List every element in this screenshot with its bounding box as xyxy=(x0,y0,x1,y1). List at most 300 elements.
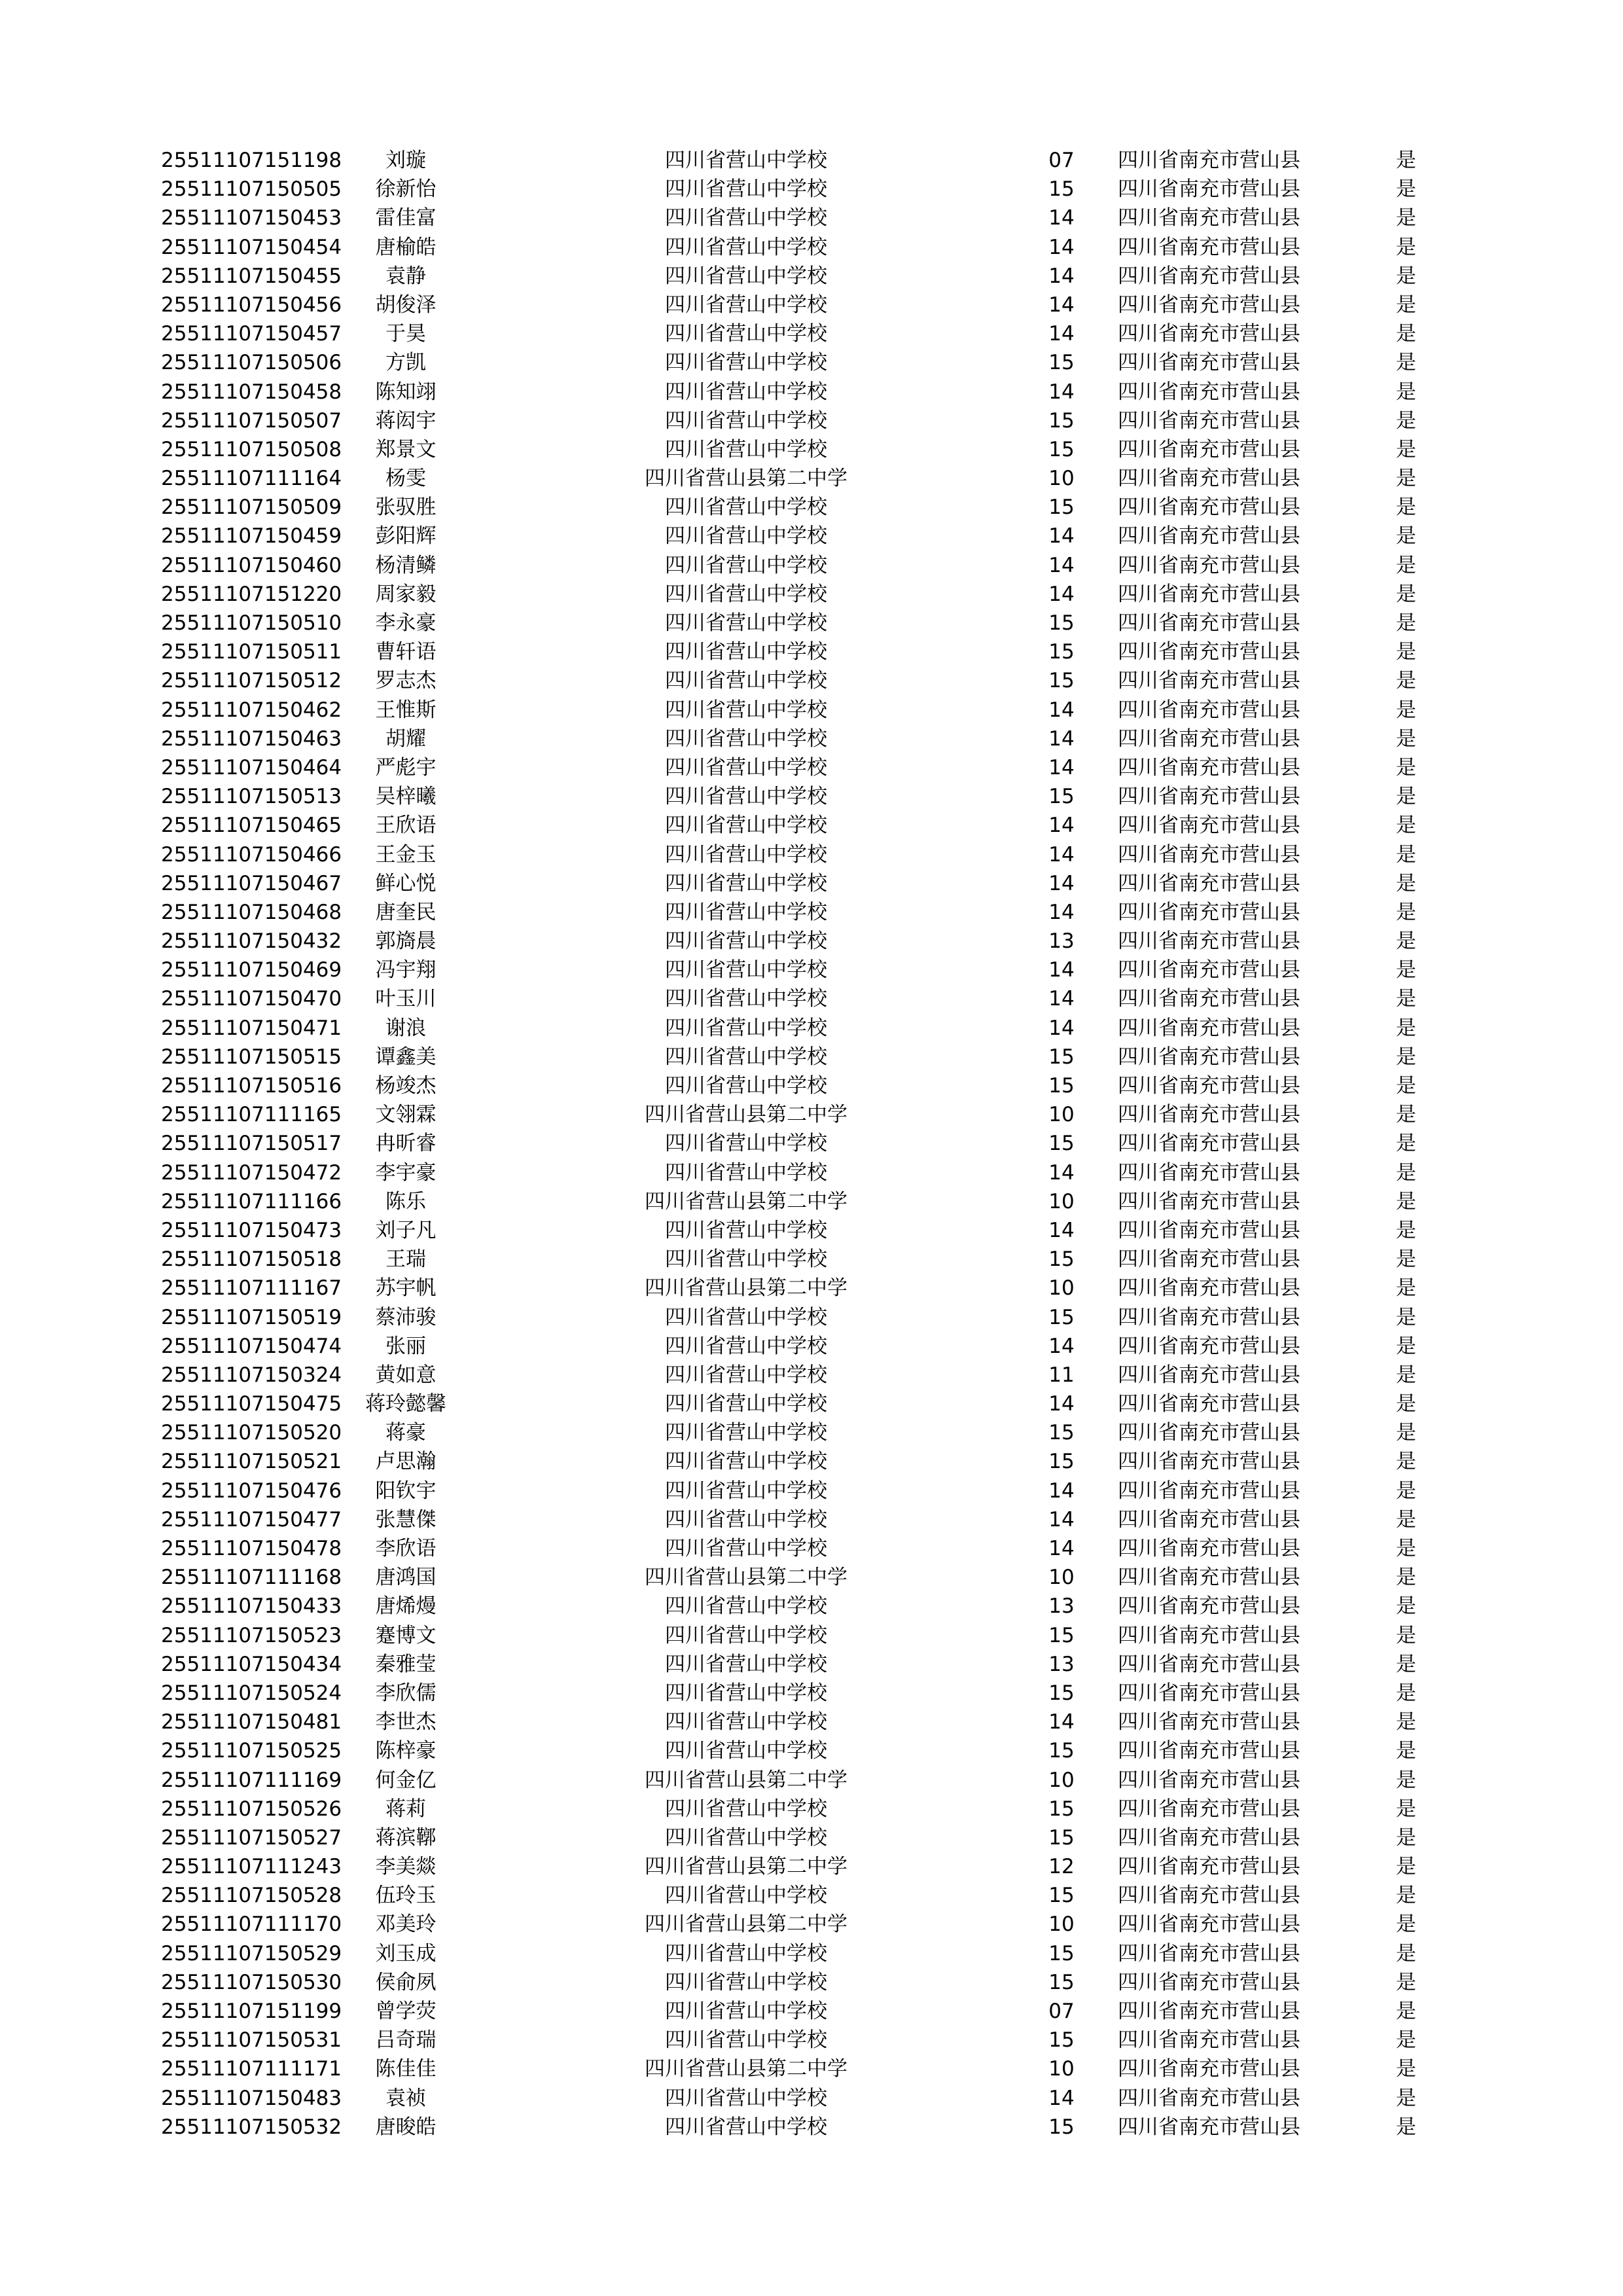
school-name-cell: 四川省营山中学校 xyxy=(665,524,827,548)
status-flag-cell: 是 xyxy=(1396,1218,1416,1242)
region-cell: 四川省南充市营山县 xyxy=(1118,640,1300,664)
status-flag-cell: 是 xyxy=(1396,322,1416,346)
code-cell: 15 xyxy=(1048,495,1075,520)
student-name-cell: 伍玲玉 xyxy=(375,1884,437,1908)
status-flag-cell: 是 xyxy=(1396,1132,1416,1156)
student-id-cell: 25511107150462 xyxy=(161,698,342,722)
region-cell: 四川省南充市营山县 xyxy=(1118,1074,1300,1098)
table-row xyxy=(0,1650,1623,1679)
student-name-cell: 陈佳佳 xyxy=(375,2057,437,2081)
student-name-cell: 杨竣杰 xyxy=(375,1074,437,1098)
region-cell: 四川省南充市营山县 xyxy=(1118,2086,1300,2110)
table-row xyxy=(0,319,1623,348)
code-cell: 15 xyxy=(1048,1247,1075,1272)
student-name-cell: 郑景文 xyxy=(375,437,437,461)
region-cell: 四川省南充市营山县 xyxy=(1118,1623,1300,1647)
student-id-cell: 25511107111169 xyxy=(161,1768,342,1792)
region-cell: 四川省南充市营山县 xyxy=(1118,1103,1300,1127)
school-name-cell: 四川省营山县第二中学 xyxy=(645,1189,847,1213)
student-id-cell: 25511107150476 xyxy=(161,1479,342,1503)
status-flag-cell: 是 xyxy=(1396,1305,1416,1329)
status-flag-cell: 是 xyxy=(1396,1594,1416,1619)
region-cell: 四川省南充市营山县 xyxy=(1118,755,1300,780)
code-cell: 15 xyxy=(1048,1739,1075,1763)
status-flag-cell: 是 xyxy=(1396,1074,1416,1098)
region-cell: 四川省南充市营山县 xyxy=(1118,842,1300,867)
status-flag-cell: 是 xyxy=(1396,929,1416,954)
student-id-cell: 25511107111166 xyxy=(161,1189,342,1213)
student-name-cell: 雷佳富 xyxy=(375,206,437,230)
table-row xyxy=(0,725,1623,753)
student-id-cell: 25511107150481 xyxy=(161,1710,342,1734)
student-id-cell: 25511107150529 xyxy=(161,1941,342,1965)
student-id-cell: 25511107111171 xyxy=(161,2057,342,2081)
table-row xyxy=(0,146,1623,175)
school-name-cell: 四川省营山中学校 xyxy=(665,1305,827,1329)
code-cell: 15 xyxy=(1048,408,1075,433)
code-cell: 14 xyxy=(1048,958,1075,982)
table-row xyxy=(0,782,1623,811)
status-flag-cell: 是 xyxy=(1396,2000,1416,2023)
student-name-cell: 李美燚 xyxy=(375,1855,437,1879)
code-cell: 15 xyxy=(1048,1623,1075,1647)
status-flag-cell: 是 xyxy=(1396,1884,1416,1908)
student-id-cell: 25511107150464 xyxy=(161,755,342,780)
student-id-cell: 25511107150324 xyxy=(161,1363,342,1387)
code-cell: 14 xyxy=(1048,1218,1075,1242)
student-id-cell: 25511107150468 xyxy=(161,900,342,924)
student-id-cell: 25511107150474 xyxy=(161,1334,342,1358)
student-name-cell: 张慧傑 xyxy=(375,1507,437,1532)
school-name-cell: 四川省营山中学校 xyxy=(665,351,827,375)
code-cell: 14 xyxy=(1048,264,1075,288)
code-cell: 15 xyxy=(1048,1421,1075,1445)
student-name-cell: 李欣语 xyxy=(375,1537,437,1560)
table-row xyxy=(0,1534,1623,1563)
student-name-cell: 罗志杰 xyxy=(375,669,437,693)
region-cell: 四川省南充市营山县 xyxy=(1118,149,1300,172)
code-cell: 15 xyxy=(1048,1305,1075,1329)
student-name-cell: 王欣语 xyxy=(375,814,437,838)
table-row xyxy=(0,204,1623,232)
region-cell: 四川省南充市营山县 xyxy=(1118,1305,1300,1329)
region-cell: 四川省南充市营山县 xyxy=(1118,1825,1300,1850)
table-row xyxy=(0,753,1623,782)
status-flag-cell: 是 xyxy=(1396,640,1416,664)
school-name-cell: 四川省营山中学校 xyxy=(665,900,827,924)
region-cell: 四川省南充市营山县 xyxy=(1118,871,1300,895)
student-name-cell: 胡耀 xyxy=(385,726,426,751)
code-cell: 14 xyxy=(1048,698,1075,722)
code-cell: 15 xyxy=(1048,611,1075,635)
code-cell: 14 xyxy=(1048,1160,1075,1185)
status-flag-cell: 是 xyxy=(1396,1797,1416,1821)
student-id-cell: 25511107150466 xyxy=(161,842,342,867)
school-name-cell: 四川省营山县第二中学 xyxy=(645,1103,847,1127)
table-row xyxy=(0,1997,1623,2026)
student-list-table xyxy=(0,146,1623,2142)
status-flag-cell: 是 xyxy=(1396,1710,1416,1734)
table-row xyxy=(0,637,1623,666)
region-cell: 四川省南充市营山县 xyxy=(1118,1912,1300,1937)
student-name-cell: 于昊 xyxy=(385,322,426,346)
code-cell: 14 xyxy=(1048,1479,1075,1503)
student-name-cell: 邓美玲 xyxy=(375,1912,437,1937)
student-id-cell: 25511107151199 xyxy=(161,2000,342,2023)
school-name-cell: 四川省营山中学校 xyxy=(665,1074,827,1098)
student-id-cell: 25511107150453 xyxy=(161,206,342,230)
code-cell: 15 xyxy=(1048,1941,1075,1965)
table-row xyxy=(0,609,1623,637)
student-name-cell: 陈梓豪 xyxy=(375,1739,437,1763)
status-flag-cell: 是 xyxy=(1396,437,1416,461)
school-name-cell: 四川省营山中学校 xyxy=(665,2086,827,2110)
table-row xyxy=(0,1390,1623,1418)
table-row xyxy=(0,666,1623,695)
table-row xyxy=(0,1361,1623,1390)
student-id-cell: 25511107150470 xyxy=(161,987,342,1011)
student-id-cell: 25511107111170 xyxy=(161,1912,342,1937)
school-name-cell: 四川省营山中学校 xyxy=(665,1941,827,1965)
table-row xyxy=(0,1910,1623,1939)
table-row xyxy=(0,2113,1623,2142)
region-cell: 四川省南充市营山县 xyxy=(1118,235,1300,259)
student-name-cell: 曹轩语 xyxy=(375,640,437,664)
table-row xyxy=(0,1245,1623,1274)
status-flag-cell: 是 xyxy=(1396,1825,1416,1850)
student-name-cell: 彭阳辉 xyxy=(375,524,437,548)
code-cell: 14 xyxy=(1048,987,1075,1011)
code-cell: 14 xyxy=(1048,842,1075,867)
student-id-cell: 25511107150477 xyxy=(161,1507,342,1532)
table-row xyxy=(0,1881,1623,1910)
code-cell: 15 xyxy=(1048,437,1075,461)
status-flag-cell: 是 xyxy=(1396,2057,1416,2081)
table-row xyxy=(0,1939,1623,1968)
school-name-cell: 四川省营山中学校 xyxy=(665,1884,827,1908)
school-name-cell: 四川省营山中学校 xyxy=(665,1218,827,1242)
student-name-cell: 杨清鳞 xyxy=(375,553,437,577)
student-name-cell: 蒋玲懿馨 xyxy=(365,1392,446,1416)
student-id-cell: 25511107150527 xyxy=(161,1825,342,1850)
region-cell: 四川省南充市营山县 xyxy=(1118,1652,1300,1676)
code-cell: 10 xyxy=(1048,1189,1075,1213)
student-id-cell: 25511107111164 xyxy=(161,467,342,491)
table-row xyxy=(0,233,1623,262)
table-row xyxy=(0,811,1623,840)
school-name-cell: 四川省营山县第二中学 xyxy=(645,1855,847,1879)
status-flag-cell: 是 xyxy=(1396,380,1416,404)
table-row xyxy=(0,1043,1623,1071)
region-cell: 四川省南充市营山县 xyxy=(1118,1768,1300,1792)
region-cell: 四川省南充市营山县 xyxy=(1118,1739,1300,1763)
status-flag-cell: 是 xyxy=(1396,351,1416,375)
school-name-cell: 四川省营山中学校 xyxy=(665,582,827,606)
school-name-cell: 四川省营山中学校 xyxy=(665,1970,827,1994)
school-name-cell: 四川省营山中学校 xyxy=(665,1507,827,1532)
region-cell: 四川省南充市营山县 xyxy=(1118,1594,1300,1619)
student-name-cell: 王瑞 xyxy=(385,1247,426,1272)
school-name-cell: 四川省营山中学校 xyxy=(665,1160,827,1185)
table-row xyxy=(0,1736,1623,1765)
student-name-cell: 谭鑫美 xyxy=(375,1045,437,1069)
table-row xyxy=(0,1014,1623,1043)
table-row xyxy=(0,1274,1623,1302)
region-cell: 四川省南充市营山县 xyxy=(1118,524,1300,548)
student-name-cell: 唐奎民 xyxy=(375,900,437,924)
student-name-cell: 刘子凡 xyxy=(375,1218,437,1242)
school-name-cell: 四川省营山中学校 xyxy=(665,1334,827,1358)
student-id-cell: 25511107150531 xyxy=(161,2028,342,2053)
student-id-cell: 25511107150460 xyxy=(161,553,342,577)
status-flag-cell: 是 xyxy=(1396,2028,1416,2053)
code-cell: 10 xyxy=(1048,1276,1075,1300)
status-flag-cell: 是 xyxy=(1396,408,1416,433)
region-cell: 四川省南充市营山县 xyxy=(1118,814,1300,838)
school-name-cell: 四川省营山中学校 xyxy=(665,553,827,577)
student-id-cell: 25511107150510 xyxy=(161,611,342,635)
status-flag-cell: 是 xyxy=(1396,1189,1416,1213)
school-name-cell: 四川省营山县第二中学 xyxy=(645,1566,847,1590)
student-name-cell: 胡俊泽 xyxy=(375,293,437,317)
student-name-cell: 冉昕睿 xyxy=(375,1132,437,1156)
region-cell: 四川省南充市营山县 xyxy=(1118,1045,1300,1069)
student-id-cell: 25511107150508 xyxy=(161,437,342,461)
student-name-cell: 冯宇翔 xyxy=(375,958,437,982)
table-row xyxy=(0,580,1623,609)
code-cell: 15 xyxy=(1048,2028,1075,2053)
status-flag-cell: 是 xyxy=(1396,293,1416,317)
region-cell: 四川省南充市营山县 xyxy=(1118,467,1300,491)
table-row xyxy=(0,1708,1623,1736)
school-name-cell: 四川省营山中学校 xyxy=(665,264,827,288)
table-row xyxy=(0,1447,1623,1476)
student-name-cell: 周家毅 xyxy=(375,582,437,606)
student-name-cell: 蒋豪 xyxy=(385,1421,426,1445)
table-row xyxy=(0,1563,1623,1592)
table-row xyxy=(0,175,1623,204)
status-flag-cell: 是 xyxy=(1396,814,1416,838)
status-flag-cell: 是 xyxy=(1396,1421,1416,1445)
code-cell: 15 xyxy=(1048,1970,1075,1994)
student-id-cell: 25511107111168 xyxy=(161,1566,342,1590)
status-flag-cell: 是 xyxy=(1396,2115,1416,2139)
student-name-cell: 文翎霖 xyxy=(375,1103,437,1127)
student-id-cell: 25511107111165 xyxy=(161,1103,342,1127)
code-cell: 14 xyxy=(1048,1710,1075,1734)
table-row xyxy=(0,1187,1623,1216)
status-flag-cell: 是 xyxy=(1396,582,1416,606)
region-cell: 四川省南充市营山县 xyxy=(1118,437,1300,461)
student-id-cell: 25511107150528 xyxy=(161,1884,342,1908)
student-id-cell: 25511107150519 xyxy=(161,1305,342,1329)
table-row xyxy=(0,464,1623,493)
status-flag-cell: 是 xyxy=(1396,1479,1416,1503)
student-id-cell: 25511107150478 xyxy=(161,1537,342,1560)
region-cell: 四川省南充市营山县 xyxy=(1118,1479,1300,1503)
student-name-cell: 吴梓曦 xyxy=(375,785,437,809)
status-flag-cell: 是 xyxy=(1396,1739,1416,1763)
school-name-cell: 四川省营山中学校 xyxy=(665,726,827,751)
code-cell: 14 xyxy=(1048,2086,1075,2110)
student-id-cell: 25511107150511 xyxy=(161,640,342,664)
school-name-cell: 四川省营山中学校 xyxy=(665,2115,827,2139)
school-name-cell: 四川省营山中学校 xyxy=(665,842,827,867)
student-id-cell: 25511107111167 xyxy=(161,1276,342,1300)
table-row xyxy=(0,1100,1623,1129)
school-name-cell: 四川省营山中学校 xyxy=(665,1450,827,1474)
student-id-cell: 25511107150515 xyxy=(161,1045,342,1069)
code-cell: 14 xyxy=(1048,1537,1075,1560)
student-id-cell: 25511107150473 xyxy=(161,1218,342,1242)
code-cell: 13 xyxy=(1048,1652,1075,1676)
student-id-cell: 25511107150465 xyxy=(161,814,342,838)
student-name-cell: 苏宇帆 xyxy=(375,1276,437,1300)
code-cell: 07 xyxy=(1048,149,1075,172)
code-cell: 13 xyxy=(1048,929,1075,954)
region-cell: 四川省南充市营山县 xyxy=(1118,2057,1300,2081)
school-name-cell: 四川省营山县第二中学 xyxy=(645,1768,847,1792)
student-id-cell: 25511107111243 xyxy=(161,1855,342,1879)
student-id-cell: 25511107150518 xyxy=(161,1247,342,1272)
status-flag-cell: 是 xyxy=(1396,1941,1416,1965)
region-cell: 四川省南充市营山县 xyxy=(1118,553,1300,577)
code-cell: 12 xyxy=(1048,1855,1075,1879)
student-name-cell: 蹇博文 xyxy=(375,1623,437,1647)
student-name-cell: 秦雅莹 xyxy=(375,1652,437,1676)
student-name-cell: 唐榆皓 xyxy=(375,235,437,259)
status-flag-cell: 是 xyxy=(1396,987,1416,1011)
student-id-cell: 25511107150456 xyxy=(161,293,342,317)
school-name-cell: 四川省营山中学校 xyxy=(665,1797,827,1821)
student-id-cell: 25511107150524 xyxy=(161,1681,342,1705)
code-cell: 14 xyxy=(1048,322,1075,346)
student-name-cell: 蒋滨鞹 xyxy=(375,1825,437,1850)
table-row xyxy=(0,1795,1623,1823)
student-id-cell: 25511107151198 xyxy=(161,149,342,172)
region-cell: 四川省南充市营山县 xyxy=(1118,1334,1300,1358)
student-name-cell: 唐晙皓 xyxy=(375,2115,437,2139)
student-name-cell: 李永豪 xyxy=(375,611,437,635)
student-name-cell: 侯俞夙 xyxy=(375,1970,437,1994)
status-flag-cell: 是 xyxy=(1396,785,1416,809)
status-flag-cell: 是 xyxy=(1396,2086,1416,2110)
status-flag-cell: 是 xyxy=(1396,1970,1416,1994)
table-row xyxy=(0,262,1623,291)
status-flag-cell: 是 xyxy=(1396,206,1416,230)
status-flag-cell: 是 xyxy=(1396,467,1416,491)
code-cell: 10 xyxy=(1048,1566,1075,1590)
status-flag-cell: 是 xyxy=(1396,149,1416,172)
student-name-cell: 鲜心悦 xyxy=(375,871,437,895)
table-row xyxy=(0,522,1623,550)
school-name-cell: 四川省营山中学校 xyxy=(665,755,827,780)
student-name-cell: 刘玉成 xyxy=(375,1941,437,1965)
code-cell: 14 xyxy=(1048,380,1075,404)
school-name-cell: 四川省营山中学校 xyxy=(665,2000,827,2023)
code-cell: 10 xyxy=(1048,1912,1075,1937)
table-row xyxy=(0,1477,1623,1505)
school-name-cell: 四川省营山中学校 xyxy=(665,495,827,520)
school-name-cell: 四川省营山中学校 xyxy=(665,1537,827,1560)
student-name-cell: 刘璇 xyxy=(385,149,426,172)
school-name-cell: 四川省营山中学校 xyxy=(665,1623,827,1647)
region-cell: 四川省南充市营山县 xyxy=(1118,929,1300,954)
region-cell: 四川省南充市营山县 xyxy=(1118,177,1300,202)
status-flag-cell: 是 xyxy=(1396,611,1416,635)
status-flag-cell: 是 xyxy=(1396,1652,1416,1676)
table-row xyxy=(0,1621,1623,1650)
status-flag-cell: 是 xyxy=(1396,900,1416,924)
status-flag-cell: 是 xyxy=(1396,264,1416,288)
status-flag-cell: 是 xyxy=(1396,698,1416,722)
school-name-cell: 四川省营山中学校 xyxy=(665,1392,827,1416)
code-cell: 14 xyxy=(1048,814,1075,838)
region-cell: 四川省南充市营山县 xyxy=(1118,1450,1300,1474)
student-id-cell: 25511107150432 xyxy=(161,929,342,954)
table-row xyxy=(0,1766,1623,1795)
table-row xyxy=(0,1505,1623,1534)
region-cell: 四川省南充市营山县 xyxy=(1118,900,1300,924)
table-row xyxy=(0,2084,1623,2113)
table-row xyxy=(0,1852,1623,1881)
code-cell: 15 xyxy=(1048,1884,1075,1908)
school-name-cell: 四川省营山中学校 xyxy=(665,929,827,954)
code-cell: 15 xyxy=(1048,785,1075,809)
status-flag-cell: 是 xyxy=(1396,958,1416,982)
table-row xyxy=(0,898,1623,927)
school-name-cell: 四川省营山中学校 xyxy=(665,785,827,809)
school-name-cell: 四川省营山县第二中学 xyxy=(645,2057,847,2081)
table-row xyxy=(0,378,1623,406)
student-id-cell: 25511107150516 xyxy=(161,1074,342,1098)
student-name-cell: 何金亿 xyxy=(375,1768,437,1792)
student-name-cell: 黄如意 xyxy=(375,1363,437,1387)
school-name-cell: 四川省营山中学校 xyxy=(665,669,827,693)
code-cell: 14 xyxy=(1048,1334,1075,1358)
school-name-cell: 四川省营山中学校 xyxy=(665,814,827,838)
code-cell: 10 xyxy=(1048,1103,1075,1127)
status-flag-cell: 是 xyxy=(1396,1334,1416,1358)
code-cell: 14 xyxy=(1048,582,1075,606)
student-id-cell: 25511107150457 xyxy=(161,322,342,346)
region-cell: 四川省南充市营山县 xyxy=(1118,495,1300,520)
student-name-cell: 严彪宇 xyxy=(375,755,437,780)
school-name-cell: 四川省营山中学校 xyxy=(665,2028,827,2053)
status-flag-cell: 是 xyxy=(1396,524,1416,548)
code-cell: 15 xyxy=(1048,1450,1075,1474)
region-cell: 四川省南充市营山县 xyxy=(1118,322,1300,346)
school-name-cell: 四川省营山中学校 xyxy=(665,1132,827,1156)
region-cell: 四川省南充市营山县 xyxy=(1118,293,1300,317)
code-cell: 14 xyxy=(1048,755,1075,780)
student-name-cell: 陈乐 xyxy=(385,1189,426,1213)
student-id-cell: 25511107150523 xyxy=(161,1623,342,1647)
code-cell: 14 xyxy=(1048,524,1075,548)
student-name-cell: 曾学荧 xyxy=(375,2000,437,2023)
student-id-cell: 25511107150506 xyxy=(161,351,342,375)
school-name-cell: 四川省营山中学校 xyxy=(665,206,827,230)
code-cell: 14 xyxy=(1048,235,1075,259)
school-name-cell: 四川省营山中学校 xyxy=(665,1421,827,1445)
school-name-cell: 四川省营山中学校 xyxy=(665,177,827,202)
code-cell: 14 xyxy=(1048,871,1075,895)
status-flag-cell: 是 xyxy=(1396,1363,1416,1387)
status-flag-cell: 是 xyxy=(1396,1276,1416,1300)
code-cell: 15 xyxy=(1048,177,1075,202)
table-row xyxy=(0,291,1623,319)
status-flag-cell: 是 xyxy=(1396,1247,1416,1272)
